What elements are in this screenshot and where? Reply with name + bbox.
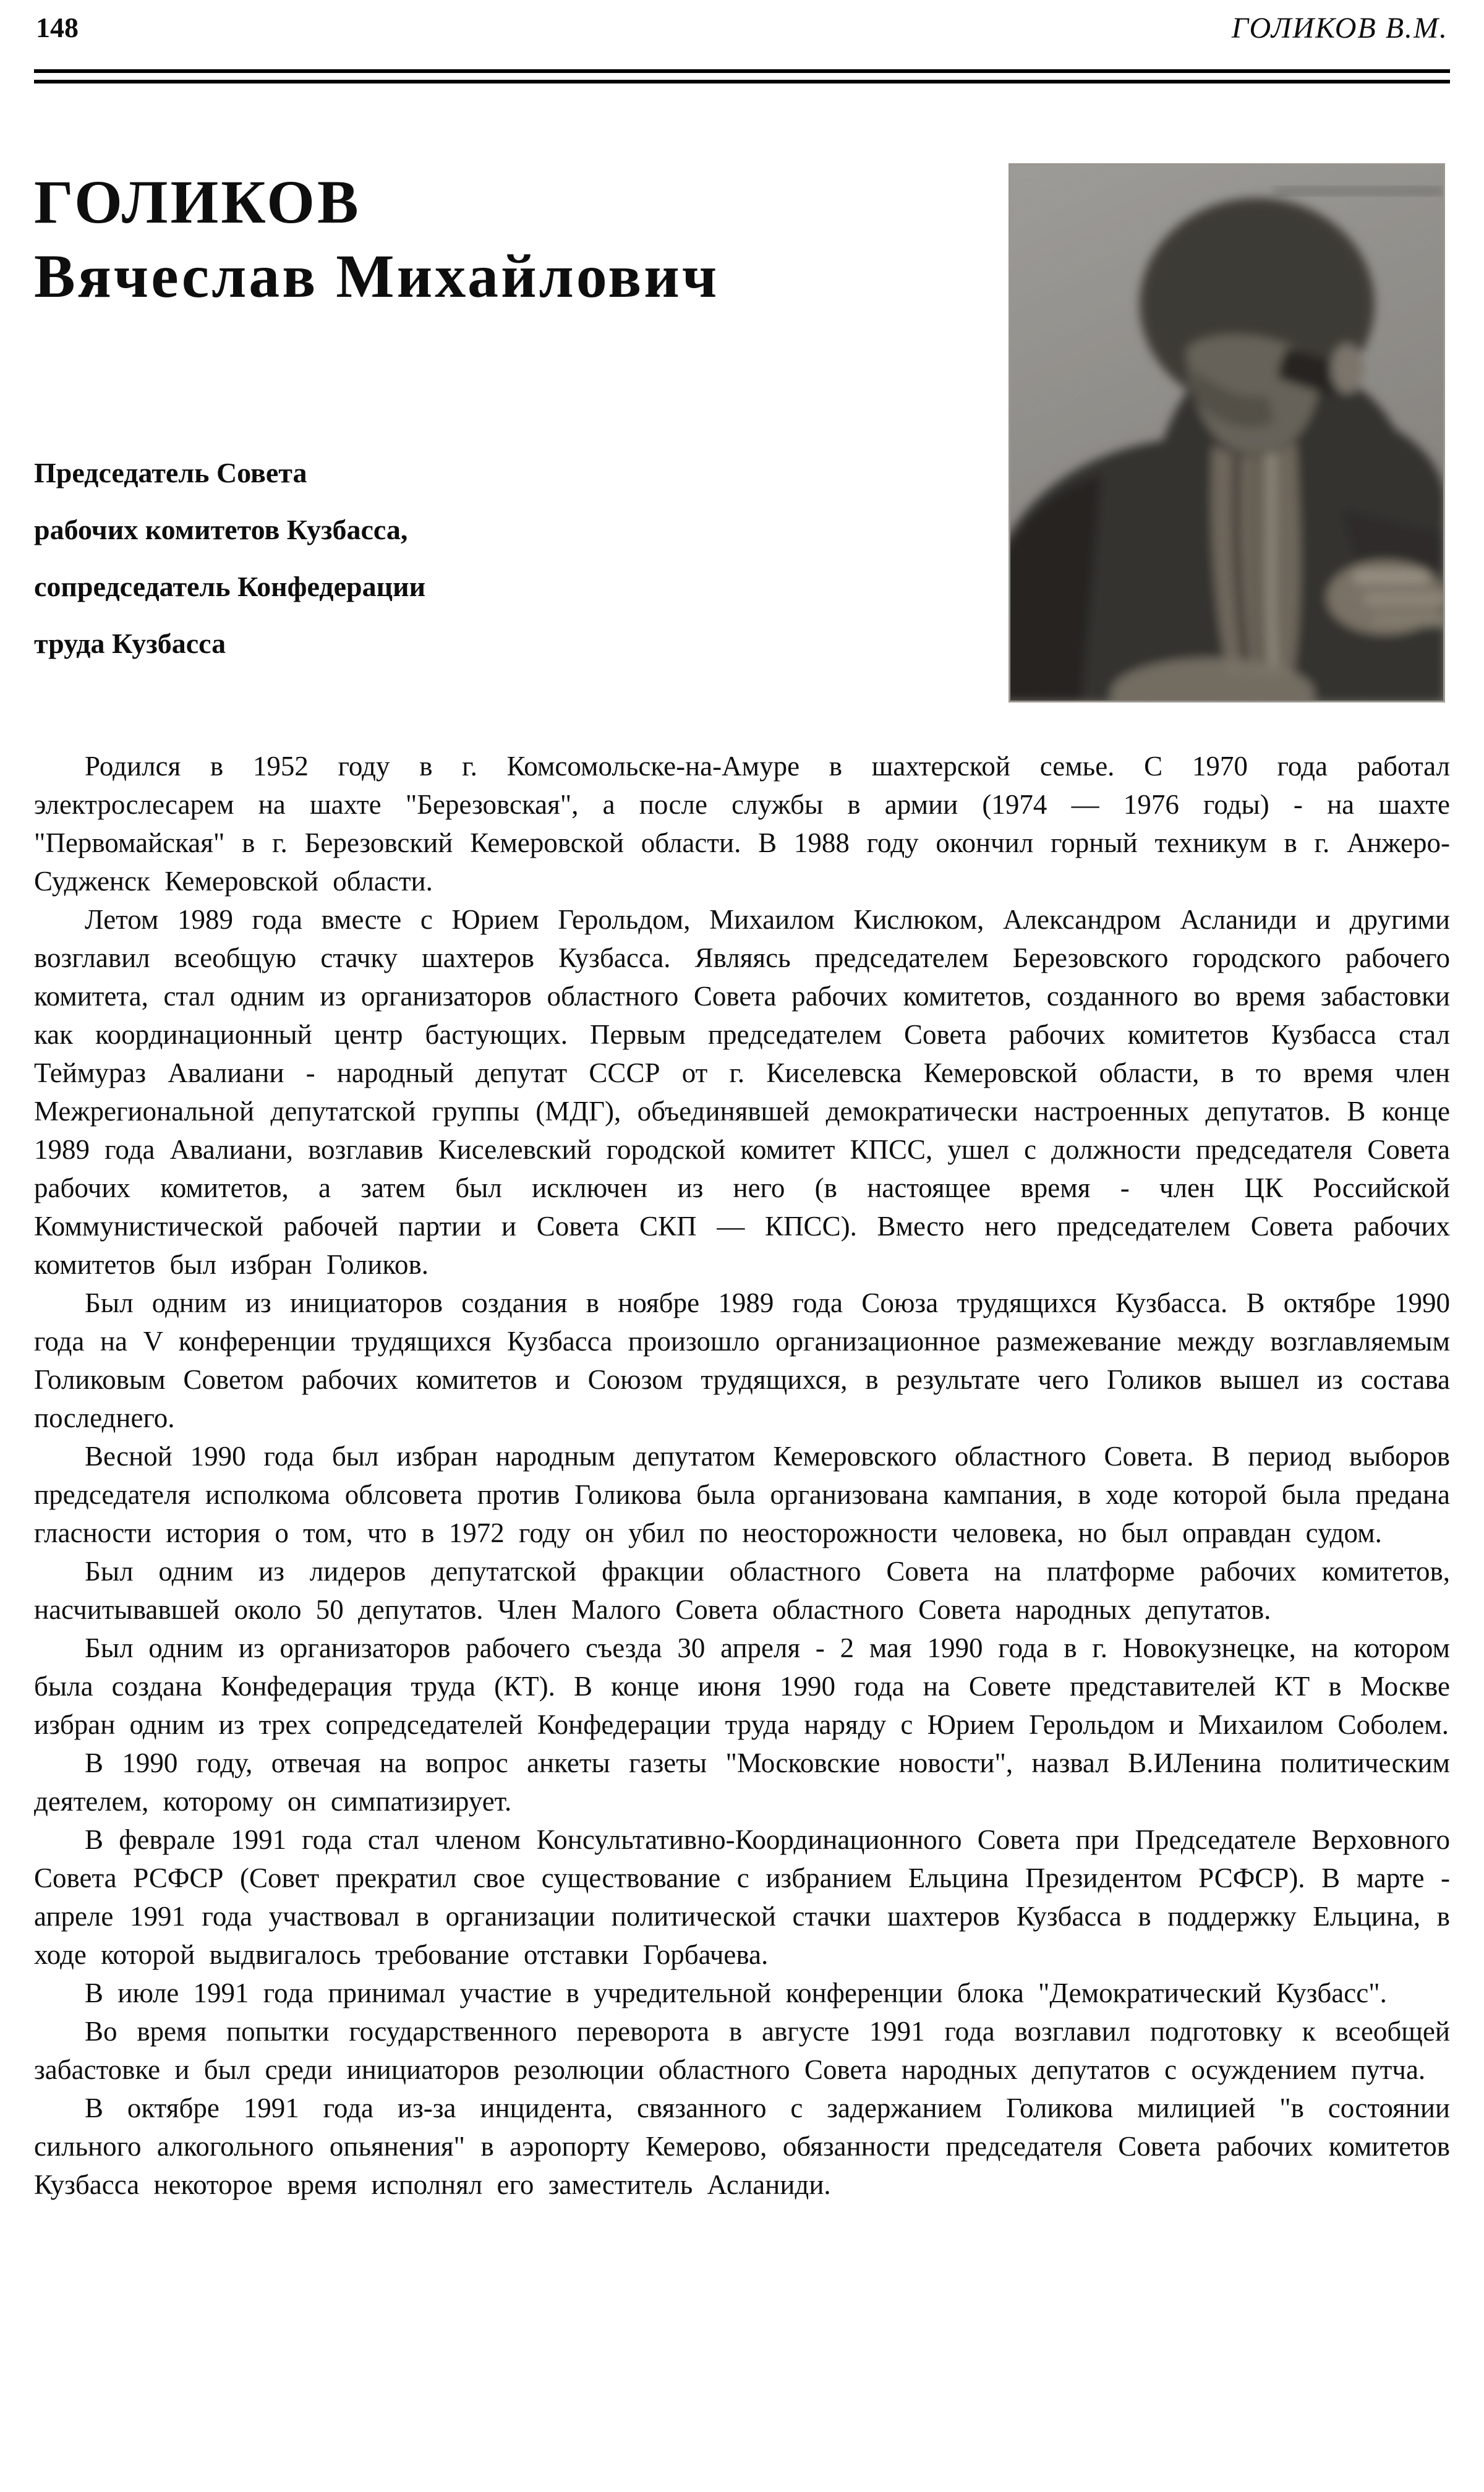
page-header — [36, 14, 1448, 43]
bio-paragraph: В июле 1991 года принимал участие в учредительной конференции блока "Демократический Кузбасс". — [85, 1978, 1387, 2008]
bio-paragraph: В феврале 1991 года стал членом Консультативно-Координационного Совета при Председателе Верховного Совета РСФСР (Совет прекратил свое существование с избранием Ельцина Президентом РСФСР). В марте - апреле 1991 года участвовал в организации политической стачки шахтеров Кузбасса в поддержку Ельцина, в ходе которой выдвигалось требование отставки Горбачева. — [34, 1824, 1450, 1970]
surname: ГОЛИКОВ — [34, 168, 361, 236]
divider-double-rule — [34, 69, 1450, 83]
bio-paragraph: Родился в 1952 году в г. Комсомольске-на-Амуре в шахтерской семье. С 1970 года работал электрослесарем на шахте "Березовская", а после службы в армии (1974 — 1976 годы) - на шахте "Первомайская" в г. Березовский Кемеровской области. В 1988 году окончил горный техникум в г. Анжеро-Судженск Кемеровской области. — [34, 751, 1450, 897]
portrait-photo-image — [1009, 163, 1445, 702]
page-number: 148 — [36, 12, 79, 43]
bio-paragraph: Был одним из инициаторов создания в ноябре 1989 года Союза трудящихся Кузбасса. В октябре 1990 года на V конференции трудящихся Кузбасса произошло организационное размежевание между возглавляемым Голиковым Советом рабочих комитетов и Союзом трудящихся, в результате чего Голиков вышел из состава последнего. — [34, 1287, 1450, 1433]
profile-header — [34, 85, 1450, 747]
bio-paragraph: Во время попытки государственного переворота в августе 1991 года возглавил подготовку к всеобщей забастовке и был среди инициаторов резолюции областного Совета народных депутатов с осуждением путча. — [34, 2016, 1450, 2085]
position-line: сопредседатель Конфедерации — [34, 571, 426, 602]
bio-paragraph: Был одним из организаторов рабочего съезда 30 апреля - 2 мая 1990 года в г. Новокузнецке, на котором была создана Конфедерация труда (КТ). В конце июня 1990 года на Совете представителей КТ в Москве избран одним из трех сопредседателей Конфедерации труда наряду с Юрием Герольдом и Михаилом Соболем. — [34, 1632, 1450, 1740]
portrait-photo — [1009, 163, 1445, 702]
bio-paragraph: Весной 1990 года был избран народным депутатом Кемеровского областного Совета. В период выборов председателя исполкома облсовета против Голикова была организована кампания, в ходе которой была предана гласности история о том, что в 1972 году он убил по неосторожности человека, но был оправдан судом. — [34, 1441, 1450, 1548]
biography-text — [34, 747, 1450, 2456]
bio-paragraph: В октябре 1991 года из-за инцидента, связанного с задержанием Голикова милицией "в состоянии сильного алкогольного опьянения" в аэропорту Кемерово, обязанности председателя Совета рабочих комитетов Кузбасса некоторое время исполнял его заместитель Асланиди. — [34, 2093, 1450, 2200]
position-title — [34, 445, 425, 672]
bio-paragraph: Летом 1989 года вместе с Юрием Герольдом, Михаилом Кислюком, Александром Асланиди и другими возглавил всеобщую стачку шахтеров Кузбасса. Являясь председателем Березовского городского рабочего комитета, стал одним из организаторов областного Совета рабочих комитетов, созданного во время забастовки как координационный центр бастующих. Первым председателем Совета рабочих комитетов Кузбасса стал Теймураз Авалиани - народный депутат СССР от г. Киселевска Кемеровской области, в то время член Межрегиональной депутатской группы (МДГ), объединявшей демократически настроенных депутатов. В конце 1989 года Авалиани, возглавив Киселевский городской комитет КПСС, ушел с должности председателя Совета рабочих комитетов, а затем был исключен из него (в настоящее время - член ЦК Российской Коммунистической рабочей партии и Совета СКП — КПСС). Вместо него председателем Совета рабочих комитетов был избран Голиков. — [34, 904, 1450, 1280]
position-line: рабочих комитетов Кузбасса, — [34, 514, 408, 545]
bio-paragraph: Был одним из лидеров депутатской фракции областного Совета на платформе рабочих комитетов, насчитывавшей около 50 депутатов. Член Малого Совета областного Совета народных депутатов. — [34, 1556, 1450, 1625]
given-names: Вячеслав Михайлович — [34, 242, 720, 310]
position-line: труда Кузбасса — [34, 628, 226, 659]
bio-paragraph: В 1990 году, отвечая на вопрос анкеты газеты "Московские новости", назвал В.ИЛенина политическим деятелем, которому он симпатизирует. — [34, 1747, 1450, 1817]
position-line: Председатель Совета — [34, 457, 307, 489]
running-head: ГОЛИКОВ В.М. — [1231, 12, 1448, 45]
